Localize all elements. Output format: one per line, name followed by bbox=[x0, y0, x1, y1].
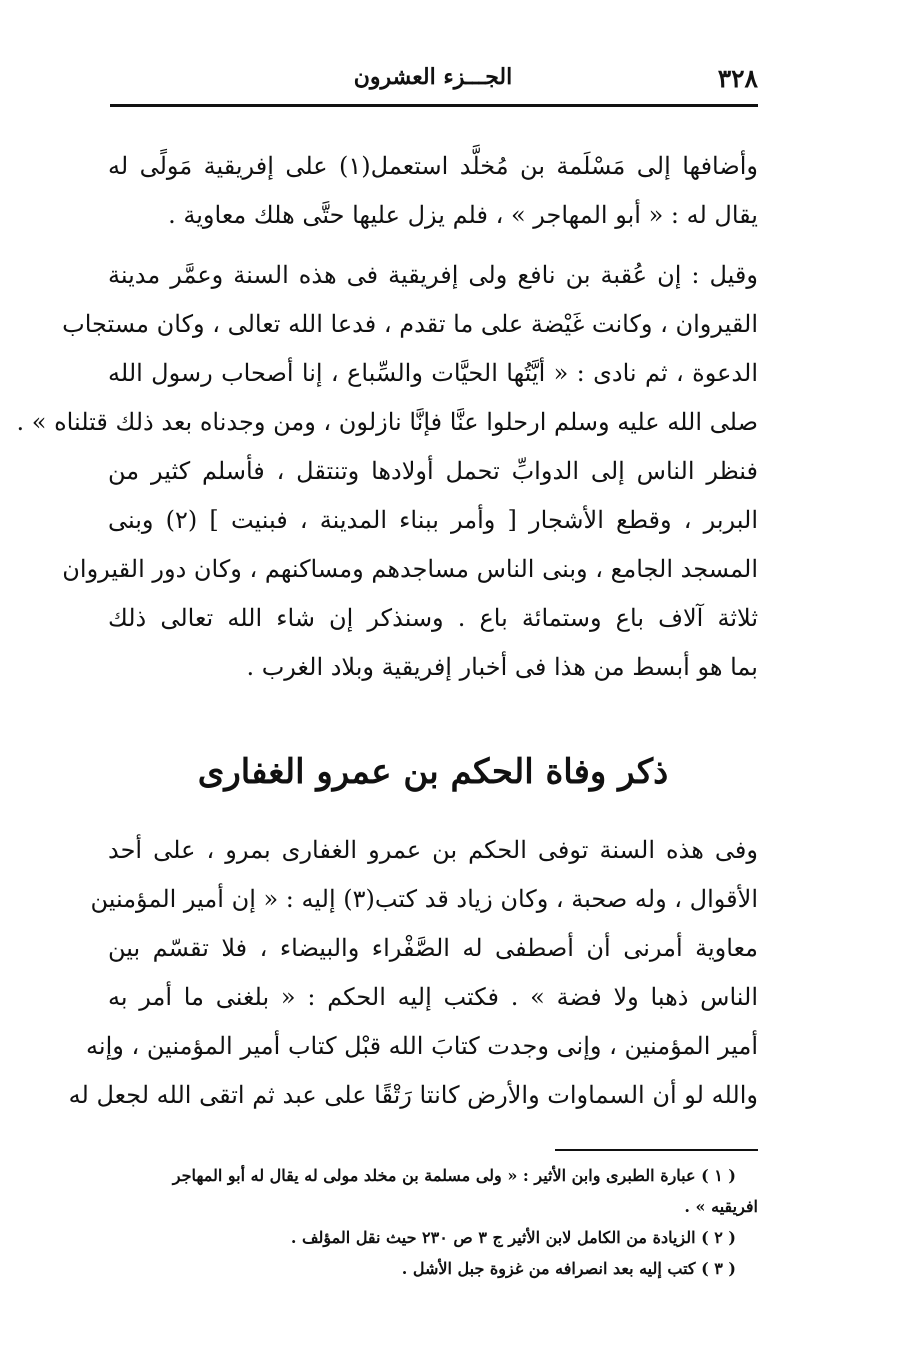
text-line: أمير المؤمنين ، وإنى وجدت كتابَ الله قبْل كتاب أمير المؤمنين ، وإنه bbox=[86, 1032, 758, 1060]
text-line: البربر ، وقطع الأشجار [ وأمر ببناء المدينة ، فبنيت ] (٢) وبنى bbox=[108, 506, 758, 534]
text-line: صلى الله عليه وسلم ارحلوا عنَّا فإنَّا نازلون ، ومن وجدناه بعد ذلك قتلناه » . bbox=[16, 408, 758, 436]
text-line: بما هو أبسط من هذا فى أخبار إفريقية وبلاد الغرب . bbox=[246, 653, 758, 681]
text-line: الدعوة ، ثم نادى : « أيَّتُها الحيَّات والسِّباع ، إنا أصحاب رسول الله bbox=[108, 359, 758, 387]
running-title: الجـــزء العشرون bbox=[353, 64, 513, 90]
text-line: والله لو أن السماوات والأرض كانتا رَتْقًا على عبد ثم اتقى الله لجعل له bbox=[68, 1081, 758, 1109]
footnote-1-continuation: افريقيه » . bbox=[684, 1197, 758, 1216]
page-header bbox=[108, 62, 758, 102]
text-line: معاوية أمرنى أن أصطفى له الصَّفْراء والبيضاء ، فلا تقسّم بين bbox=[108, 934, 758, 962]
footnote-1: ( ١ ) عبارة الطبرى وابن الأثير : « ولى مسلمة بن مخلد مولى له يقال له أبو المهاجر bbox=[172, 1166, 736, 1185]
text-line: وأضافها إلى مَسْلَمة بن مُخلَّد استعمل(١) على إفريقية مَولًى له bbox=[108, 152, 759, 180]
text-line: الأقوال ، وله صحبة ، وكان زياد قد كتب(٣) إليه : « إن أمير المؤمنين bbox=[90, 885, 758, 913]
text-line: ثلاثة آلاف باع وستمائة باع . وسنذكر إن شاء الله تعالى ذلك bbox=[108, 604, 758, 632]
paragraph-3 bbox=[68, 826, 758, 1120]
text-line: الناس ذهبا ولا فضة » . فكتب إليه الحكم : « بلغنى ما أمر به bbox=[108, 983, 758, 1011]
paragraph-1 bbox=[108, 142, 758, 240]
footnote-rule bbox=[555, 1149, 758, 1151]
footnote-2: ( ٢ ) الزيادة من الكامل لابن الأثير ج ٣ ص ٢٣٠ حيث نقل المؤلف . bbox=[290, 1228, 736, 1247]
page-number: ٣٢٨ bbox=[717, 64, 758, 93]
header-rule bbox=[110, 104, 758, 107]
text-line: القيروان ، وكانت غَيْضة على ما تقدم ، فدعا الله تعالى ، وكان مستجاب bbox=[62, 310, 758, 338]
text-line: يقال له : « أبو المهاجر » ، فلم يزل عليها حتَّى هلك معاوية . bbox=[168, 201, 758, 229]
text-line: وفى هذه السنة توفى الحكم بن عمرو الغفارى بمرو ، على أحد bbox=[108, 836, 758, 864]
footnote-3: ( ٣ ) كتب إليه بعد انصرافه من غزوة جبل الأشل . bbox=[401, 1259, 736, 1278]
text-line: وقيل : إن عُقبة بن نافع ولى إفريقية فى هذه السنة وعمَّر مدينة bbox=[108, 261, 758, 289]
text-line: فنظر الناس إلى الدوابِّ تحمل أولادها وتنتقل ، فأسلم كثير من bbox=[108, 457, 758, 485]
section-heading: ذكر وفاة الحكم بن عمرو الغفارى bbox=[197, 752, 669, 792]
footnotes bbox=[108, 1160, 758, 1284]
paragraph-2 bbox=[16, 251, 758, 692]
text-line: المسجد الجامع ، وبنى الناس مساجدهم ومساكنهم ، وكان دور القيروان bbox=[62, 555, 758, 583]
